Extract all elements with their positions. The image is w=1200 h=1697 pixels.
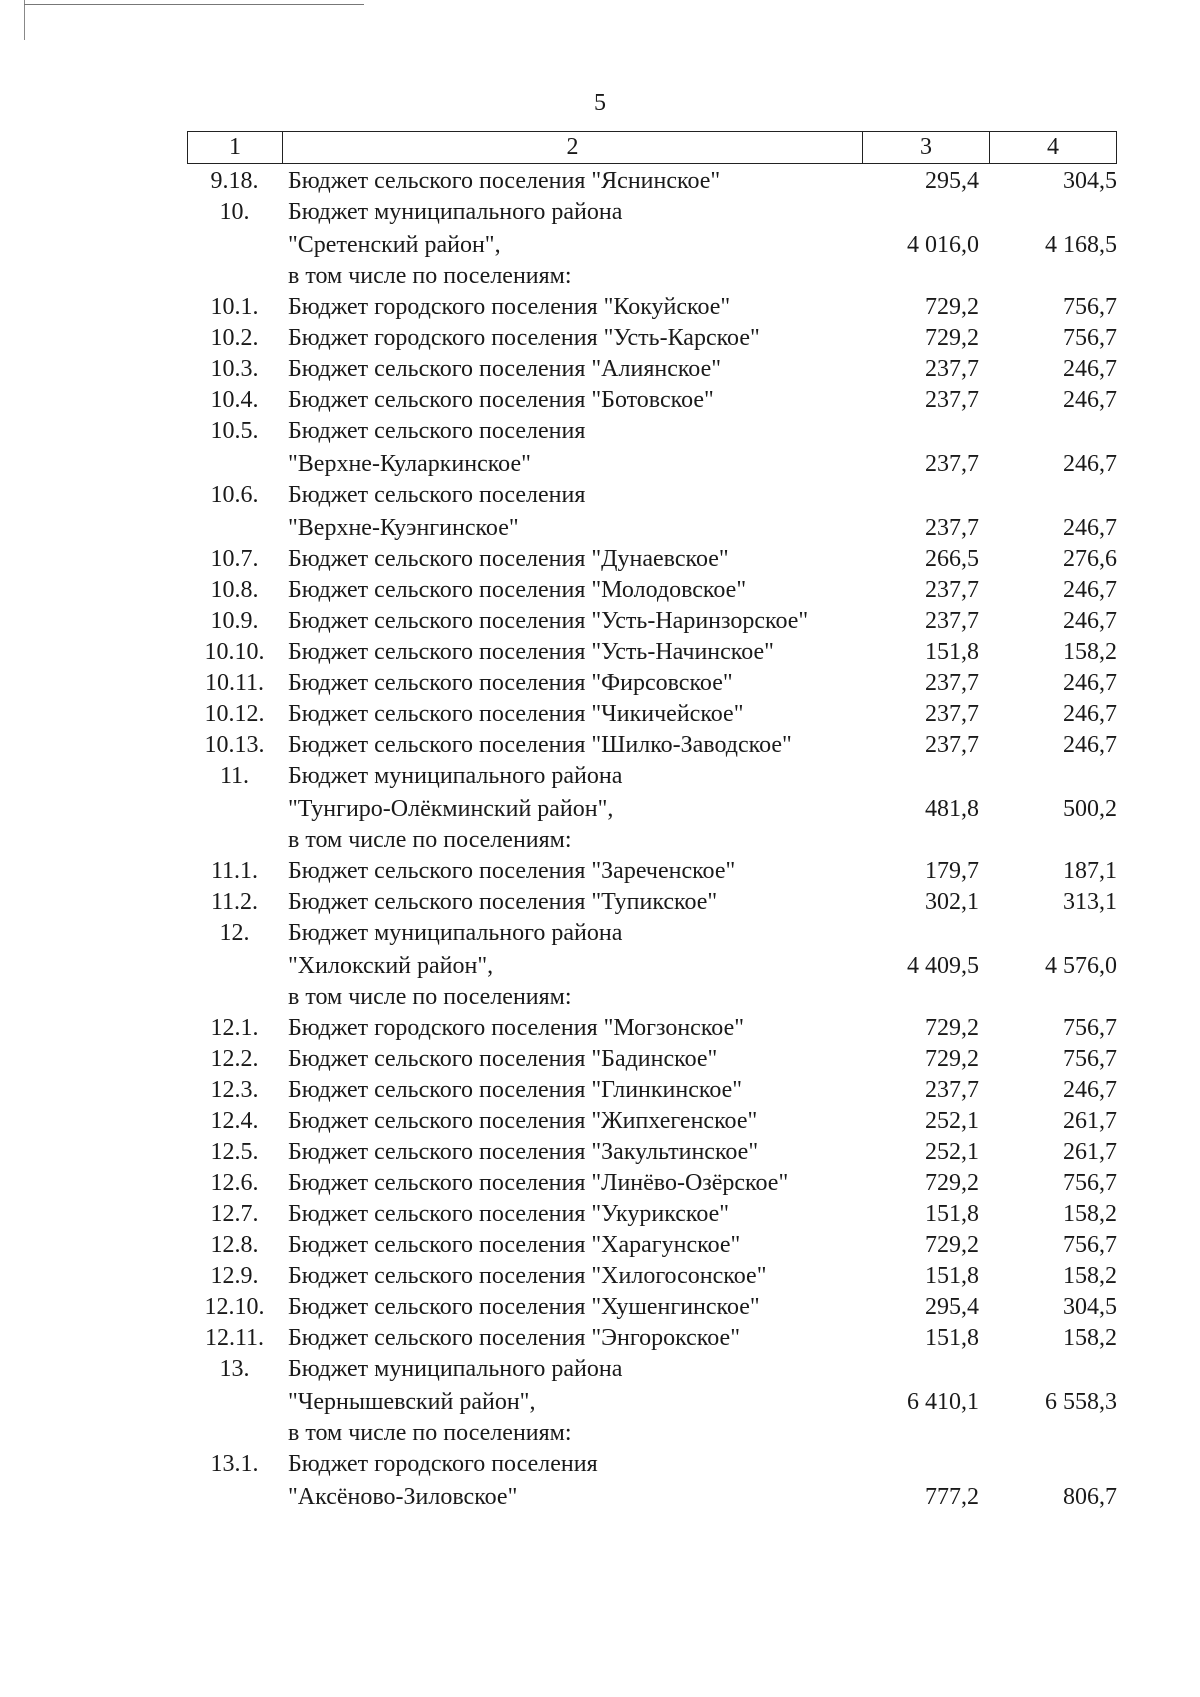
row-value-col3 xyxy=(862,606,989,637)
row-number: 11.1. xyxy=(210,858,259,884)
row-value-col4 xyxy=(989,292,1117,323)
value-col4-text: 246,7 xyxy=(1063,356,1117,382)
row-name-line: Бюджет сельского поселения "Зареченское" xyxy=(288,858,736,884)
row-name-line: "Тунгиро-Олёкминский район", xyxy=(288,796,614,822)
row-number-empty xyxy=(187,982,282,1013)
value-col4-text: 806,7 xyxy=(1063,1484,1117,1510)
row-number-empty xyxy=(187,825,282,856)
table-row xyxy=(187,1261,1117,1292)
row-name xyxy=(282,575,862,606)
row-value-col3 xyxy=(862,856,989,887)
row-name xyxy=(282,1168,862,1199)
value-col4-text: 756,7 xyxy=(1063,1046,1117,1072)
row-value-col3 xyxy=(862,1044,989,1075)
row-name xyxy=(282,1292,862,1323)
value-col3-text: 237,7 xyxy=(925,577,979,603)
row-value-col3 xyxy=(862,1449,989,1513)
row-number: 10.2. xyxy=(210,325,259,351)
value-col4-text: 246,7 xyxy=(1063,732,1117,758)
row-name-line: "Верхне-Куларкинское" xyxy=(288,451,531,477)
row-value-col3 xyxy=(862,416,989,480)
row-value-col4 xyxy=(989,1323,1117,1354)
row-name xyxy=(282,1199,862,1230)
value-col4-text: 158,2 xyxy=(1063,639,1117,665)
row-value-col3 xyxy=(862,1199,989,1230)
subheading-row xyxy=(187,982,1117,1013)
table-row xyxy=(187,480,1117,544)
subheading-text: в том числе по поселениям: xyxy=(288,827,572,853)
row-value-col3 xyxy=(862,1013,989,1044)
row-name-line: Бюджет сельского поселения "Глинкинское" xyxy=(288,1077,743,1103)
table-row xyxy=(187,1168,1117,1199)
row-name xyxy=(282,918,862,982)
row-number: 12.11. xyxy=(204,1325,265,1351)
row-value-col4 xyxy=(989,730,1117,761)
value-col4-text: 756,7 xyxy=(1063,294,1117,320)
table-row xyxy=(187,354,1117,385)
row-name-line: Бюджет сельского поселения "Жипхегенское" xyxy=(288,1108,758,1134)
row-value-col3 xyxy=(862,575,989,606)
value-col4-text: 304,5 xyxy=(1063,168,1117,194)
value-col4-text: 187,1 xyxy=(1063,858,1117,884)
row-number-empty xyxy=(187,261,282,292)
row-name-line: Бюджет муниципального района xyxy=(288,920,623,946)
value-col3-text: 729,2 xyxy=(925,1232,979,1258)
row-name xyxy=(282,730,862,761)
row-name xyxy=(282,544,862,575)
row-number: 10. xyxy=(219,199,250,225)
row-name xyxy=(282,166,862,197)
row-value-col3 xyxy=(862,887,989,918)
row-name-line: "Чернышевский район", xyxy=(288,1389,536,1415)
value-col3-text: 4 016,0 xyxy=(907,232,979,258)
value-col4-text: 246,7 xyxy=(1063,608,1117,634)
table-row xyxy=(187,606,1117,637)
row-value-col4 xyxy=(989,1449,1117,1513)
value-col4-text: 4 576,0 xyxy=(1045,953,1117,979)
row-name xyxy=(282,668,862,699)
value-col3-text: 151,8 xyxy=(925,639,979,665)
row-number: 10.6. xyxy=(210,482,259,508)
row-name-line: Бюджет сельского поселения "Дунаевское" xyxy=(288,546,729,572)
row-value-col4 xyxy=(989,1168,1117,1199)
row-value-col4 xyxy=(989,887,1117,918)
table-row xyxy=(187,416,1117,480)
row-value-col3 xyxy=(862,730,989,761)
row-number: 12.9. xyxy=(210,1263,259,1289)
value-col3-text: 295,4 xyxy=(925,1294,979,1320)
row-number: 12.6. xyxy=(210,1170,259,1196)
subheading-row xyxy=(187,1418,1117,1449)
row-number: 10.13. xyxy=(204,732,265,758)
row-name xyxy=(282,416,862,480)
row-value-col4 xyxy=(989,1013,1117,1044)
row-name-line: Бюджет городского поселения xyxy=(288,1451,598,1477)
value-col3-text: 729,2 xyxy=(925,1015,979,1041)
scan-edge-line xyxy=(24,0,25,40)
row-number: 10.5. xyxy=(210,418,259,444)
table-row xyxy=(187,166,1117,197)
value-col3-text: 252,1 xyxy=(925,1139,979,1165)
table-row xyxy=(187,1013,1117,1044)
row-value-col3 xyxy=(862,918,989,982)
value-col4-text: 246,7 xyxy=(1063,1077,1117,1103)
header-col-1: 1 xyxy=(188,132,283,163)
row-value-col3 xyxy=(862,1168,989,1199)
table-row xyxy=(187,1199,1117,1230)
subheading-row xyxy=(187,825,1117,856)
row-name xyxy=(282,1013,862,1044)
row-name-line: Бюджет сельского поселения "Линёво-Озёрское" xyxy=(288,1170,789,1196)
row-number: 10.10. xyxy=(204,639,265,665)
value-col3-text: 4 409,5 xyxy=(907,953,979,979)
row-name-line: Бюджет сельского поселения "Усть-Начинское" xyxy=(288,639,774,665)
row-value-col3 xyxy=(862,354,989,385)
row-name xyxy=(282,606,862,637)
row-name-line: Бюджет сельского поселения "Закультинское" xyxy=(288,1139,759,1165)
subheading-text: в том числе по поселениям: xyxy=(288,984,572,1010)
value-col3-text: 237,7 xyxy=(925,515,979,541)
row-name xyxy=(282,887,862,918)
row-name-line: "Хилокский район", xyxy=(288,953,494,979)
value-col3-text: 266,5 xyxy=(925,546,979,572)
table-row xyxy=(187,887,1117,918)
value-col3-text: 237,7 xyxy=(925,608,979,634)
row-value-col3 xyxy=(862,668,989,699)
table-row xyxy=(187,1230,1117,1261)
row-value-col4 xyxy=(989,1292,1117,1323)
row-number: 12.2. xyxy=(210,1046,259,1072)
value-col4-text: 6 558,3 xyxy=(1045,1389,1117,1415)
value-col4-text: 4 168,5 xyxy=(1045,232,1117,258)
row-value-col4 xyxy=(989,699,1117,730)
row-name xyxy=(282,1449,862,1513)
row-name-line: Бюджет сельского поселения "Шилко-Заводское" xyxy=(288,732,792,758)
row-value-col3 xyxy=(862,1323,989,1354)
row-value-col3 xyxy=(862,1261,989,1292)
row-number: 12.8. xyxy=(210,1232,259,1258)
row-name-line: Бюджет городского поселения "Кокуйское" xyxy=(288,294,731,320)
value-col3-text: 729,2 xyxy=(925,1170,979,1196)
row-name-line: Бюджет городского поселения "Усть-Карское" xyxy=(288,325,760,351)
table-row xyxy=(187,668,1117,699)
row-number: 13. xyxy=(219,1356,250,1382)
table-row xyxy=(187,730,1117,761)
value-col4-text: 313,1 xyxy=(1063,889,1117,915)
row-name-line: Бюджет муниципального района xyxy=(288,1356,623,1382)
row-value-col4 xyxy=(989,918,1117,982)
value-col3-text: 151,8 xyxy=(925,1263,979,1289)
row-value-col3 xyxy=(862,166,989,197)
value-col4-text: 756,7 xyxy=(1063,325,1117,351)
row-name-line: "Верхне-Куэнгинское" xyxy=(288,515,519,541)
scan-edge-mark xyxy=(24,4,364,5)
row-value-col4 xyxy=(989,856,1117,887)
subheading-text: в том числе по поселениям: xyxy=(288,263,572,289)
row-value-col3 xyxy=(862,761,989,825)
row-number: 12.10. xyxy=(204,1294,265,1320)
value-col3-text: 777,2 xyxy=(925,1484,979,1510)
row-value-col4 xyxy=(989,1199,1117,1230)
value-col4-text: 158,2 xyxy=(1063,1325,1117,1351)
row-value-col3 xyxy=(862,1075,989,1106)
row-name xyxy=(282,1354,862,1418)
row-value-col3 xyxy=(862,699,989,730)
row-number: 10.12. xyxy=(204,701,265,727)
table-row xyxy=(187,1137,1117,1168)
value-col4-text: 304,5 xyxy=(1063,1294,1117,1320)
row-name-line: Бюджет сельского поселения "Яснинское" xyxy=(288,168,721,194)
table-row xyxy=(187,699,1117,730)
row-number: 12.3. xyxy=(210,1077,259,1103)
row-name-line: Бюджет сельского поселения "Хушенгинское" xyxy=(288,1294,760,1320)
row-value-col4 xyxy=(989,575,1117,606)
row-number: 12.1. xyxy=(210,1015,259,1041)
table-row xyxy=(187,1323,1117,1354)
value-col3-text: 179,7 xyxy=(925,858,979,884)
table-row xyxy=(187,323,1117,354)
row-number: 12.5. xyxy=(210,1139,259,1165)
table-row xyxy=(187,1044,1117,1075)
row-value-col4 xyxy=(989,668,1117,699)
row-value-col4 xyxy=(989,544,1117,575)
row-name-line: "Сретенский район", xyxy=(288,232,501,258)
table-row xyxy=(187,1106,1117,1137)
table-row xyxy=(187,1292,1117,1323)
table-row xyxy=(187,544,1117,575)
row-name xyxy=(282,1323,862,1354)
row-name xyxy=(282,637,862,668)
row-number: 10.3. xyxy=(210,356,259,382)
row-value-col4 xyxy=(989,1261,1117,1292)
row-value-col4 xyxy=(989,761,1117,825)
value-col3-text: 151,8 xyxy=(925,1201,979,1227)
row-value-col4 xyxy=(989,1230,1117,1261)
row-value-col4 xyxy=(989,197,1117,261)
value-col4-text: 756,7 xyxy=(1063,1232,1117,1258)
row-number-empty xyxy=(187,1418,282,1449)
value-col4-text: 276,6 xyxy=(1063,546,1117,572)
row-value-col4 xyxy=(989,1075,1117,1106)
row-name-line: Бюджет сельского поселения "Хилогосонское" xyxy=(288,1263,767,1289)
value-col3-text: 237,7 xyxy=(925,1077,979,1103)
row-value-col3 xyxy=(862,323,989,354)
value-col3-text: 481,8 xyxy=(925,796,979,822)
row-name xyxy=(282,385,862,416)
row-value-col4 xyxy=(989,385,1117,416)
value-col4-text: 246,7 xyxy=(1063,387,1117,413)
row-value-col3 xyxy=(862,1354,989,1418)
value-col3-text: 295,4 xyxy=(925,168,979,194)
row-value-col4 xyxy=(989,606,1117,637)
row-name xyxy=(282,1106,862,1137)
value-col3-text: 252,1 xyxy=(925,1108,979,1134)
row-name-line: Бюджет муниципального района xyxy=(288,199,623,225)
row-name xyxy=(282,1261,862,1292)
row-value-col4 xyxy=(989,637,1117,668)
row-value-col3 xyxy=(862,385,989,416)
row-name-line: Бюджет сельского поселения "Ботовское" xyxy=(288,387,714,413)
table-row xyxy=(187,761,1117,825)
table-row xyxy=(187,1075,1117,1106)
row-number: 9.18. xyxy=(210,168,259,194)
row-value-col4 xyxy=(989,354,1117,385)
value-col3-text: 237,7 xyxy=(925,670,979,696)
row-name-line: Бюджет сельского поселения "Фирсовское" xyxy=(288,670,733,696)
row-name xyxy=(282,1137,862,1168)
row-number: 12.4. xyxy=(210,1108,259,1134)
row-name xyxy=(282,354,862,385)
row-value-col4 xyxy=(989,416,1117,480)
row-name xyxy=(282,1230,862,1261)
row-value-col4 xyxy=(989,1106,1117,1137)
row-value-col3 xyxy=(862,1292,989,1323)
row-value-col3 xyxy=(862,1230,989,1261)
row-name-line: "Аксёново-Зиловское" xyxy=(288,1484,518,1510)
table-row xyxy=(187,1354,1117,1418)
value-col4-text: 261,7 xyxy=(1063,1108,1117,1134)
table-row xyxy=(187,197,1117,261)
value-col4-text: 756,7 xyxy=(1063,1170,1117,1196)
value-col4-text: 500,2 xyxy=(1063,796,1117,822)
value-col3-text: 6 410,1 xyxy=(907,1389,979,1415)
value-col4-text: 246,7 xyxy=(1063,451,1117,477)
row-number: 10.7. xyxy=(210,546,259,572)
table-header xyxy=(187,131,1117,164)
header-col-2: 2 xyxy=(283,132,863,163)
value-col4-text: 158,2 xyxy=(1063,1201,1117,1227)
row-name xyxy=(282,323,862,354)
value-col3-text: 729,2 xyxy=(925,1046,979,1072)
row-name xyxy=(282,480,862,544)
value-col3-text: 729,2 xyxy=(925,325,979,351)
value-col4-text: 246,7 xyxy=(1063,515,1117,541)
row-number: 13.1. xyxy=(210,1451,259,1477)
row-value-col4 xyxy=(989,1137,1117,1168)
row-name-line: Бюджет сельского поселения "Укурикское" xyxy=(288,1201,730,1227)
row-name xyxy=(282,292,862,323)
table-row xyxy=(187,856,1117,887)
row-name xyxy=(282,1075,862,1106)
header-col-4: 4 xyxy=(1047,134,1059,160)
page-number: 5 xyxy=(594,90,606,116)
row-number: 10.1. xyxy=(210,294,259,320)
row-value-col4 xyxy=(989,1354,1117,1418)
row-name xyxy=(282,197,862,261)
row-name-line: Бюджет сельского поселения xyxy=(288,418,586,444)
row-value-col3 xyxy=(862,1106,989,1137)
row-number: 10.8. xyxy=(210,577,259,603)
row-name-line: Бюджет сельского поселения "Усть-Наринзорское" xyxy=(288,608,809,634)
budget-table xyxy=(187,166,1117,1513)
table-row xyxy=(187,1449,1117,1513)
row-name-line: Бюджет сельского поселения "Тупикское" xyxy=(288,889,718,915)
value-col3-text: 237,7 xyxy=(925,701,979,727)
row-name-line: Бюджет сельского поселения xyxy=(288,482,586,508)
row-name-line: Бюджет сельского поселения "Бадинское" xyxy=(288,1046,718,1072)
row-name-line: Бюджет сельского поселения "Чикичейское" xyxy=(288,701,744,727)
row-name xyxy=(282,761,862,825)
table-row xyxy=(187,918,1117,982)
row-name-line: Бюджет сельского поселения "Алиянское" xyxy=(288,356,722,382)
row-value-col4 xyxy=(989,480,1117,544)
row-value-col3 xyxy=(862,480,989,544)
row-number: 11.2. xyxy=(210,889,259,915)
row-number: 10.9. xyxy=(210,608,259,634)
row-value-col3 xyxy=(862,1137,989,1168)
row-value-col4 xyxy=(989,166,1117,197)
row-name-line: Бюджет сельского поселения "Молодовское" xyxy=(288,577,747,603)
table-row xyxy=(187,575,1117,606)
value-col4-text: 158,2 xyxy=(1063,1263,1117,1289)
row-name-line: Бюджет сельского поселения "Харагунское" xyxy=(288,1232,741,1258)
header-col-3: 3 xyxy=(863,132,990,163)
row-value-col4 xyxy=(989,1044,1117,1075)
table-row xyxy=(187,637,1117,668)
subheading-text: в том числе по поселениям: xyxy=(288,1420,572,1446)
row-number: 11. xyxy=(219,763,250,789)
value-col4-text: 246,7 xyxy=(1063,577,1117,603)
row-name xyxy=(282,856,862,887)
row-name-line: Бюджет городского поселения "Могзонское" xyxy=(288,1015,745,1041)
subheading-row xyxy=(187,261,1117,292)
value-col3-text: 729,2 xyxy=(925,294,979,320)
value-col4-text: 756,7 xyxy=(1063,1015,1117,1041)
value-col4-text: 246,7 xyxy=(1063,701,1117,727)
value-col4-text: 246,7 xyxy=(1063,670,1117,696)
table-row xyxy=(187,292,1117,323)
value-col3-text: 237,7 xyxy=(925,387,979,413)
row-value-col3 xyxy=(862,544,989,575)
table-row xyxy=(187,385,1117,416)
value-col3-text: 151,8 xyxy=(925,1325,979,1351)
row-name-line: Бюджет муниципального района xyxy=(288,763,623,789)
row-name xyxy=(282,699,862,730)
row-name-line: Бюджет сельского поселения "Энгорокское" xyxy=(288,1325,740,1351)
row-value-col3 xyxy=(862,292,989,323)
value-col3-text: 237,7 xyxy=(925,732,979,758)
value-col4-text: 261,7 xyxy=(1063,1139,1117,1165)
row-number: 10.11. xyxy=(204,670,265,696)
row-number: 12.7. xyxy=(210,1201,259,1227)
value-col3-text: 302,1 xyxy=(925,889,979,915)
row-name xyxy=(282,1044,862,1075)
row-value-col3 xyxy=(862,197,989,261)
value-col3-text: 237,7 xyxy=(925,451,979,477)
row-number: 10.4. xyxy=(210,387,259,413)
row-value-col4 xyxy=(989,323,1117,354)
row-value-col3 xyxy=(862,637,989,668)
value-col3-text: 237,7 xyxy=(925,356,979,382)
row-number: 12. xyxy=(219,920,250,946)
